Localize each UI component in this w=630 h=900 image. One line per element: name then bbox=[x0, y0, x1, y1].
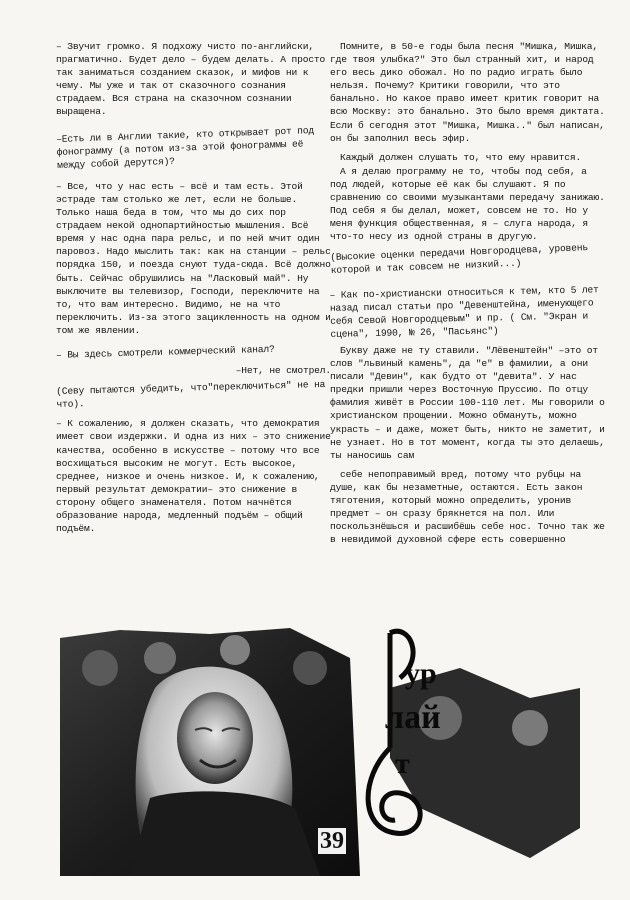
logo-text-1: ур bbox=[405, 657, 437, 690]
interview-answer: –Нет, не смотрел. bbox=[235, 365, 331, 377]
paragraph: – Все, что у нас есть – всё и там есть. Этой эстраде там столько же лет, если не больше. Только наша беда в том, что мы до сих пор страдаем некой однопартийностью мышления. Всё время у нас одна пара рельс, и по ней мчит один паровоз. Надо мыслить так: как на станции – рельс порядка 150, и поезда снуют туда-сюда. Всё должно быть. Сейчас обрушились на "Ласковый май". Ну выключите вы телевизор, Господи, переключите на то, что вам интересно. Видимо, не на что переключить. Из-за этого зацикленность на одном и том же явлении. bbox=[56, 180, 331, 336]
editorial-note: (Севу пытаются убедить, что"переключиться" не на что). bbox=[56, 379, 326, 411]
logo-text-3: т bbox=[395, 747, 410, 780]
paragraph: Букву даже не ту ставили. "Лёвенштейн" –это от слов "львиный камень", да "е" в фамилии, а они писали "Девин", как будто от "девита". У нас предки пришли через Восточную Пруссию. По отцу фамилия живёт в России 100-110 лет. Мы говорили о христианском прощении. Можно обмануть, можно украсть – и даже, может быть, никто не заметит, и не узнает. Но в тот момент, когда ты это делаешь, ты наносишь сам bbox=[330, 344, 605, 461]
interview-question: – Вы здесь смотрели коммерческий канал? bbox=[55, 343, 275, 361]
interview-question: – Как по-христиански относиться к тем, кто 5 лет назад писал статьи про "Девенштейна, именующего себя Севой Новгородцевым" и пр. ( См. "Экран и сцена", 1990, № 26, "Пасьянс") bbox=[329, 283, 599, 340]
editorial-note: (Высокие оценки передачи Новгородцева, уровень которой и так совсем не низкий...) bbox=[330, 242, 589, 277]
paragraph: Помните, в 50-е годы была песня "Мишка, Мишка, где твоя улыбка?" Это был странный хит, и народ его весь дико обожал. Но по радио играть было нельзя. Почему? Критики говорили, что это банально. Но какое право имеет критик говорит на всю Москву: это банально. Это было время диктата. Если б сегодня этот "Мишка, Мишка.." был написан, он бы заполнил весь эфир. bbox=[330, 41, 605, 144]
paragraph: – Звучит громко. Я подхожу чисто по-английски, прагматично. Будет дело – будем делать. А просто так заниматься созданием сказок, и мифов ни к чему. Мы уже и так от сказочного сознания страдаем. Вся страна на сказочном сознании выращена. bbox=[56, 41, 326, 118]
photo-right-block bbox=[390, 668, 580, 858]
paragraph: – К сожалению, я должен сказать, что демократия имеет свои издержки. И одна из них – это снижение качества, особенно в искусстве – потому что все восхищаться высоким не могут. Есть высокое, среднее, низкое и очень низкое. И, к сожалению, первый результат демократии– это снижение в сторону общего знаменателя. Потом начнётся образование народа, медленный подъём – общий подъём. bbox=[56, 418, 331, 535]
right-column bbox=[330, 40, 605, 552]
paragraph: Каждый должен слушать то, что ему нравится. bbox=[340, 151, 582, 163]
page-number: 39 bbox=[320, 828, 344, 854]
paragraph: себе непоправимый вред, потому что рубцы на душе, как бы незаметные, остаются. Есть закон тяготения, который можно определить, уронив предмет – он сразу брякнется на пол. Или поскользнёшься и расшибёшь себе нос. Точно так же в невидимой духовной сфере есть совершенно bbox=[330, 468, 605, 546]
paragraph: А я делаю программу не то, чтобы под себя, а под людей, которые её как бы слушают. Я по сравнению со своими музыкантами передачу занижаю. Под себя я бы делал, может, совсем не то. Но у меня функция общественная, я – слуга народа, я что-то несу из одной страны в другую. bbox=[330, 165, 605, 243]
central-figure-face bbox=[177, 692, 253, 784]
left-column bbox=[56, 40, 331, 541]
interview-question: –Есть ли в Англии такие, кто открывает рот под фонограмму (а потом из-за этой фонограммы её между собой дерутся)? bbox=[56, 124, 315, 171]
logo-text-2: лай bbox=[385, 699, 441, 736]
